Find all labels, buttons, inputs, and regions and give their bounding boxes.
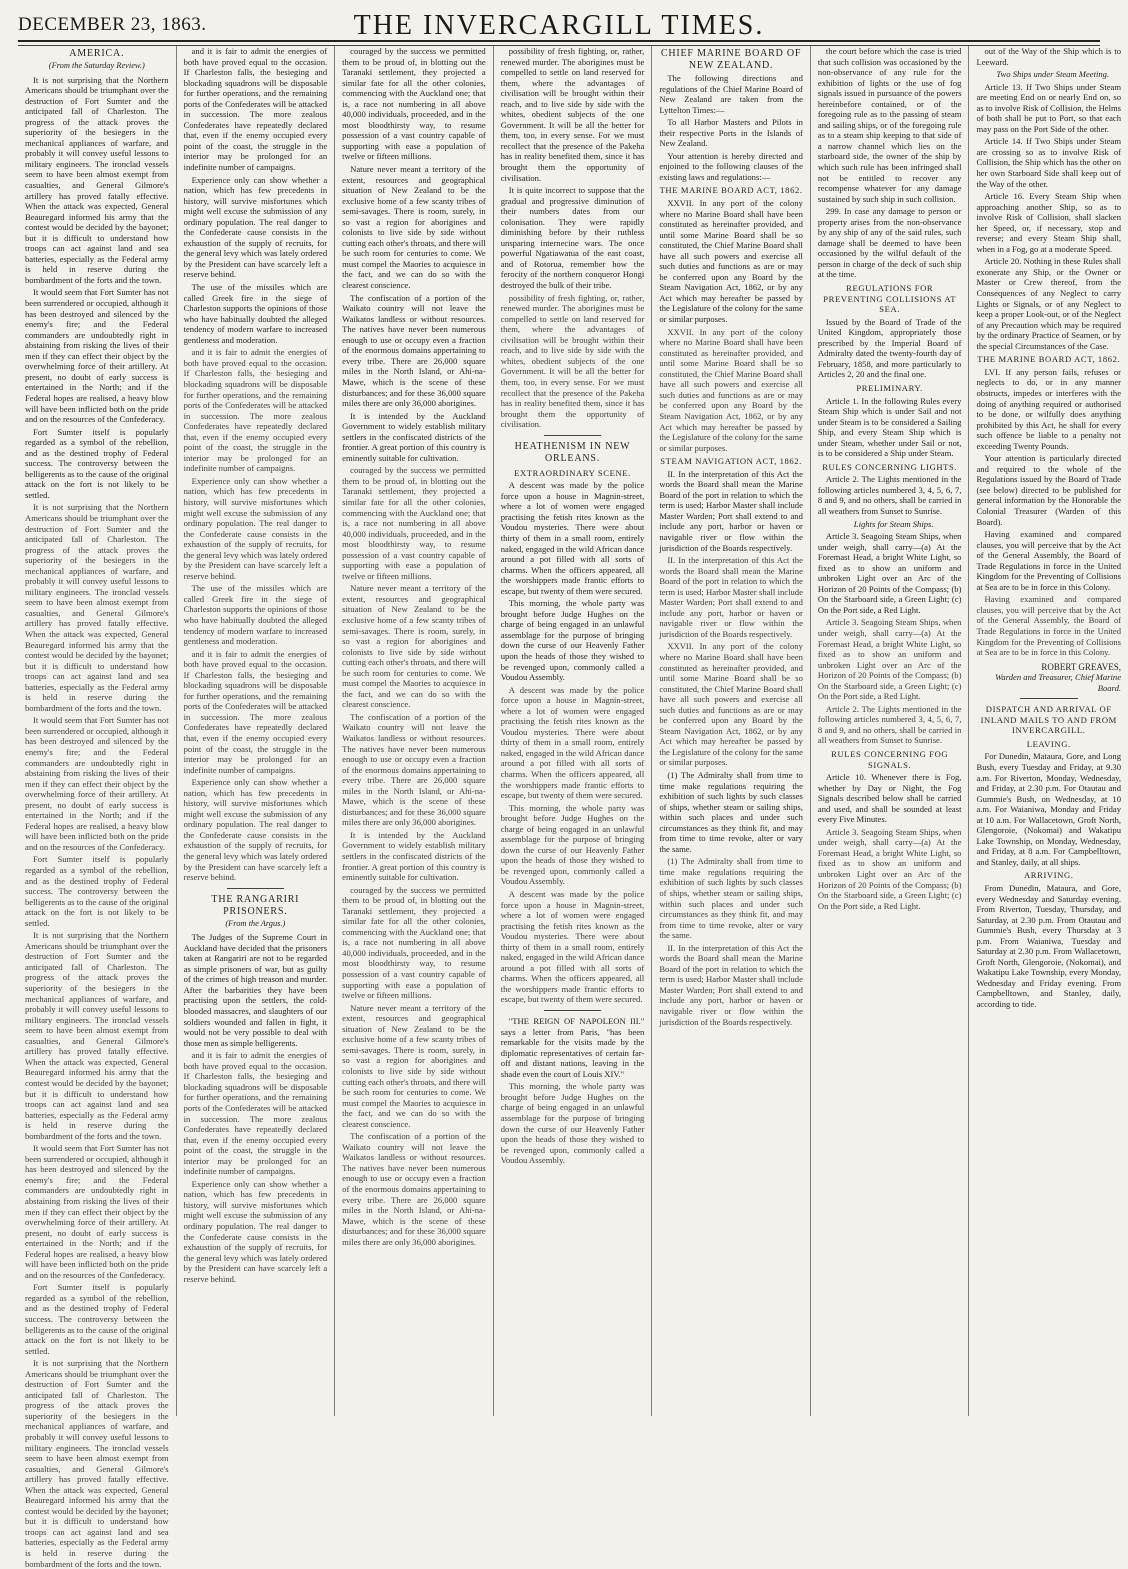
paragraph-repeat: XXVII. In any port of the colony where no Marine Board shall have been constituted as hereinafter provided, and until some Marine Board shall be so constituted, the Chief Marine Board shall have all such powers and exercise all such duties and functions as are or may be conferred upon any Board by the Steam Navigation Act, 1862, or by any Act which may hereafter be passed by the Legislature of the colony for the same or similar purposes. — [659, 641, 803, 768]
paragraph: (1) The Admiralty shall from time to time make regulations requiring the exhibition of such lights by such classes of ships, whether steam or sailing ships, within such places and under such circumstances as they think fit, and may from time to time revoke, alter or vary the same. — [659, 770, 803, 854]
newspaper-title: THE INVERCARGILL TIMES. — [353, 10, 765, 41]
paragraph: Article 2. The Lights mentioned in the following articles numbered 3, 4, 5, 6, 7, 8 and 9, and no others, shall be carried in all weathers from Sunset to Sunrise. — [817, 474, 962, 516]
paragraph-repeat: Experience only can show whether a nation, which has few precedents in history, will survive misfortunes which might well excuse the submission of any ordinary population. The real danger to the Confederate cause consists in the exhaustion of the supply of recruits, for the general levy which was lately ordered by the President can have scarcely left a reserve behind. — [183, 777, 328, 883]
paragraph: LVI. If any person fails, refuses or neglects to do, or in any manner obstructs, impedes or interferes with the doing of anything required or authorised to be done, or wilfully does anything prohibited by this Act, he shall for every such offence be liable to a penalty not exceeding Twenty Pounds. — [976, 366, 1122, 451]
paragraph-repeat: Nature never meant a territory of the extent, resources and geographical situation of New Zealand to be the exclusive home of a few scanty tribes of semi-savages. There is room, surely, in so vast a region for aborigines and colonists to live side by side without cutting each other's throats, and there will be such room for centuries to come. We must compel the Maories to acquiesce in the fact, and we can do so with the clearest conscience. — [342, 583, 486, 710]
paragraph: From Dunedin, Mataura, and Gore, every Wednesday and Saturday evening. From Riverton, Tuesday, Thursday, and Saturday, at 2.30 p.m. From Otautau and Gummie's Bush, every Thursday at 3 p.m. From Waianiwa, Tuesday and Saturday at 2.30 p.m. From Wallacetown, Groft North, Glengoroie, (Nokomai), and Wakatipu Lake Township, every Monday, Wednesday and Friday evening. From Campbelltown, and Stanley, daily, according to tide. — [976, 883, 1122, 1010]
paragraph-repeat: XXVII. In any port of the colony where no Marine Board shall have been constituted as hereinafter provided, and until some Marine Board shall be so constituted, the Chief Marine Board shall have all such powers and exercise all such duties and functions as are or may be conferred upon any Board by the Steam Navigation Act, 1862, or by any Act which may hereafter be passed by the Legislature of the colony for the same or similar purposes. — [659, 326, 803, 453]
paragraph-repeat: It would seem that Fort Sumter has not been surrendered or occupied, although it has been destroyed and silenced by the enemy's fire; and the Federal commanders are undoubtedly right in abstaining from risking the lives of their men if they can effect their object by the overwhelming force of their artillery. At present, no doubt of early success is entertained in the North; and if the Federal hopes are realised, a heavy blow will have been inflicted both on the pride and on the resources of the Confederacy. — [25, 1143, 169, 1280]
masthead — [18, 6, 1100, 42]
article-heading-heathenism: HEATHENISM IN NEW ORLEANS. — [514, 440, 631, 464]
paragraph: Your attention is particularly directed and required to the whole of the Regulations issued by the Board of Trade (see below) directed to be published for general information by the Honorable the Colonial Treasurer (Warden of this Board). — [976, 453, 1122, 527]
signature-role: Warden and Treasurer, Chief Marine Board. — [995, 672, 1122, 693]
paragraph-repeat: Having examined and compared clauses, you will perceive that by the Act of the General Assembly, the Board of Trade Regulations in force in the United Kingdom for the Preventing of Collisions at Sea are to be in force in this Colony. — [976, 594, 1122, 658]
paragraph: Article 20. Nothing in these Rules shall exonerate any Ship, or the Owner or Master or Crew thereof, from the Consequences of any Neglect to carry Lights or Signals, or of any Neglect to keep a proper Look-out, or of the Neglect of any Precaution which may be required by the ordinary Practice of Seamen, or by the special Circumstances of the Case. — [976, 256, 1122, 351]
paragraph: It is quite incorrect to suppose that the gradual and progressive diminution of their numbers dates from our colonisation. They were rapidly diminishing before by their ruthless unsparing internecine wars. The once powerful Ngatiawatua of the east coast, and of Rotorua, remember how the ferocity of the northern conqueror Hongi destroyed the bulk of their tribe. — [500, 185, 645, 291]
act-heading: THE MARINE BOARD ACT, 1862. — [659, 185, 803, 196]
paragraph-repeat: II. In the interpretation of this Act the words the Board shall mean the Marine Board of the port in relation to which the term is used; Harbor Master shall include Master Warden; Port shall extend to and include any port, harbor or haven or navigable river or flow within the jurisdiction of the Boards respectively. — [659, 942, 803, 1027]
paragraph: For Dunedin, Mataura, Gore, and Long Bush, every Tuesday and Friday, at 9.30 a.m. For Riverton, Monday, Wednesday, and Friday, at 2.30 p.m. For Otautau and Gummie's Bush, on Wednesday, at 10 a.m. For Waianiwa, Monday and Friday at 10 a.m. For Wallacetown, Groft North, Glengoroie, (Nokomai) and Wakatipu Lake Township, on Monday, Wednesday, and Friday, at 8 a.m. For Campbelltown, and Stanley, daily, at all ships. — [976, 751, 1122, 867]
act-heading: STEAM NAVIGATION ACT, 1862. — [660, 456, 802, 467]
paragraph: Article 14. If Two Ships under Steam are crossing so as to involve Risk of Collision, the Ship which has the other on her own Starboard Side shall keep out of the Way of the other. — [976, 136, 1122, 189]
paragraph: Article 10. Whenever there is Fog, whether by Day or Night, the Fog Signals described below shall be carried and used, and shall be sounded at least every Five Minutes. — [817, 772, 962, 825]
paragraph: Fort Sumter itself is popularly regarded as a symbol of the rebellion, and as the destined trophy of Federal success. The controversy between the belligerents as to the cause of the original attack on the fort is not likely to be settled. — [25, 426, 169, 500]
paragraph: It is intended by the Auckland Government to widely establish military settlers in the confiscated districts of the frontier. A great portion of this country is eminently suitable for cultivation. — [342, 410, 486, 463]
paragraph: Your attention is hereby directed and enjoined to the following clauses of the existing laws and regulations:— — [659, 150, 803, 182]
paragraph: To all Harbor Masters and Pilots in their respective Ports in the Islands of New Zealand. — [659, 117, 803, 149]
paragraph: Having examined and compared clauses, you will perceive that by the Act of the General Assembly, the Board of Trade Regulations in force in the United Kingdom for the Preventing of Collisions at Sea are to be in force in this Colony. — [976, 529, 1122, 592]
section-divider — [544, 1010, 601, 1011]
paragraph-repeat: Experience only can show whether a nation, which has few precedents in history, will survive misfortunes which might well excuse the submission of any ordinary population. The real danger to the Confederate cause consists in the exhaustion of the supply of recruits, for the general levy which was lately ordered by the President can have scarcely left a reserve behind. — [183, 475, 328, 581]
paragraph-repeat: Article 3. Seagoing Steam Ships, when under weigh, shall carry—(a) At the Foremast Head, a bright White Light, so fixed as to show an uniform and unbroken Light over an Arc of the Horizon of 20 Points of the Compass; (b) On the Starboard side, a Green Light; (c) On the Port side, a Red Light. — [817, 617, 962, 702]
paragraph: The use of the missiles which are called Greek fire in the siege of Charleston supports the opinions of those who have habitually doubted the alleged tendency of modern warfare to increased gentleness and moderation. — [183, 282, 328, 345]
paragraph-repeat: This morning, the whole party was brought before Judge Hughes on the charge of being engaged in an unlawful assemblage for the purpose of bringing down the curse of our Heavenly Father upon the heads of those they wished to be revenged upon, commonly called a Voudou Assembly. — [500, 802, 645, 887]
column-1 — [18, 46, 177, 1569]
paragraph: The confiscation of a portion of the Waikato country will not leave the Waikatos landless or without resources. The natives have never been numerous enough to use or occupy even a fraction of the enormous domains appertaining to every tribe. There are 26,000 square miles in the North Island, or Ahi-na-Mawe, which is the scene of these disturbances; and for these 36,000 square miles there are only 36,000 aborigines. — [342, 292, 486, 409]
paragraph-repeat: II. In the interpretation of this Act the words the Board shall mean the Marine Board of the port in relation to which the term is used; Harbor Master shall include Master Warden; Port shall extend to and include any port, harbor or haven or navigable river or flow within the jurisdiction of the Boards respectively. — [659, 555, 803, 639]
paragraph: Experience only can show whether a nation, which has few precedents in history, will survive misfortunes which might well excuse the submission of any ordinary population. The real danger to the Confederate cause consists in the exhaustion of the supply of recruits, for the general levy which was lately ordered by the President can have scarcely left a reserve behind. — [183, 174, 328, 280]
paragraph: Article 16. Every Steam Ship when approaching another Ship, so as to involve Risk of Collision, shall slacken her Speed, or, if necessary, stop and reverse; and every Steam Ship shall, when in a Fog, go at a moderate Speed. — [976, 191, 1122, 254]
paragraph-repeat: Experience only can show whether a nation, which has few precedents in history, will survive misfortunes which might well excuse the submission of any ordinary population. The real danger to the Confederate cause consists in the exhaustion of the supply of recruits, for the general levy which was lately ordered by the President can have scarcely left a reserve behind. — [183, 1178, 328, 1284]
paragraph: possibility of fresh fighting, or, rather, renewed murder. The aborigines must be compelled to settle on land reserved for them, where the advantages of civilisation will be brought within their reach, and to live side by side with the whites, obedient subjects of the one Government. It will be all the better for them, too, in every sense. For we must recollect that the presence of the Pakeha has in reality benefited them, since it has brought them the opportunity of civilisation. — [500, 46, 645, 183]
column-2 — [177, 46, 336, 1416]
section-subheading: Lights for Steam Ships. — [853, 518, 934, 529]
paragraph-repeat: The use of the missiles which are called Greek fire in the siege of Charleston supports the opinions of those who have habitually doubted the alleged tendency of modern warfare to increased gentleness and moderation. — [183, 583, 328, 647]
paragraph-repeat: (1) The Admiralty shall from time to time make regulations requiring the exhibition of such lights by such classes of ships, whether steam or sailing ships, within such places and under such circumstances as they think fit, and may from time to time revoke, alter or vary the same. — [659, 856, 803, 941]
paragraph-repeat: and it is fair to admit the energies of both have proved equal to the occasion. If Charleston falls, the besieging and blockading squadrons will be disposable for further operations, and the remaining ports of the Confederates will be attacked in succession. The more zealous Confederates have repeatedly declared that, even if the enemy occupied every point of the coast, the struggle in the interior may be prolonged for an indefinite number of campaigns. — [183, 648, 328, 775]
paragraph: and it is fair to admit the energies of both have proved equal to the occasion. If Charleston falls, the besieging and blockading squadrons will be disposable for further operations, and the remaining ports of the Confederates will be attacked in succession. The more zealous Confederates have repeatedly declared that, even if the enemy occupied every point of the coast, the struggle in the interior may be prolonged for an indefinite number of campaigns. — [183, 46, 328, 173]
article-heading-rangariri: THE RANGARIRI PRISONERS. — [211, 893, 300, 917]
regulations-heading: REGULATIONS FOR PREVENTING COLLISIONS AT SEA. — [823, 283, 957, 315]
paragraph-repeat: It is not surprising that the Northern Americans should be triumphant over the destruction of Fort Sumter and the anticipated fall of Charleston. The progress of the attack proves the superiority of the besiegers in the mechanical appliances of warfare, and probably it will convey useful lessons to military engineers. The ironclad vessels seem to have been almost exempt from casualties, and General Gilmore's artillery has proved fatally effective. When the attack was expected, General Beauregard informed his army that the contest would be decided by the bayonet; but it is difficult to understand how troops can act against land and sea batteries, especially as the Federal army is held in reserve during the bombardment of the forts and the town. — [25, 1358, 169, 1569]
paragraph-repeat: A descent was made by the police force upon a house in Magnin-street, where a lot of women were engaged practising the fetish rites known as the Voudou mysteries. There were about thirty of them in a small room, entirely naked, engaged in the wild African dance around a pot filled with all sorts of charms. When the officers appeared, all the worshippers made frantic efforts to escape, but twenty of them were secured. — [500, 684, 645, 801]
column-4 — [494, 46, 653, 1416]
issue-date: DECEMBER 23, 1863. — [18, 14, 207, 35]
article-heading-america: AMERICA. — [69, 48, 125, 59]
paragraph: A descent was made by the police force upon a house in Magnin-street, where a lot of women were engaged practising the fetish rites known as the Voudou mysteries. There were about thirty of them in a small room, entirely naked, engaged in the wild African dance around a pot filled with all sorts of charms. When the officers appeared, all the worshippers made frantic efforts to escape, but twenty of them were secured. — [500, 480, 645, 596]
paragraph-repeat: It would seem that Fort Sumter has not been surrendered or occupied, although it has been destroyed and silenced by the enemy's fire; and the Federal commanders are undoubtedly right in abstaining from risking the lives of their men if they can effect their object by the overwhelming force of their artillery. At present, no doubt of early success is entertained in the North; and if the Federal hopes are realised, a heavy blow will have been inflicted both on the pride and on the resources of the Confederacy. — [25, 715, 169, 852]
article-source: (From the Argus.) — [225, 918, 286, 928]
paragraph: It is not surprising that the Northern Americans should be triumphant over the destruction of Fort Sumter and the anticipated fall of Charleston. The progress of the attack proves the superiority of the besiegers in the mechanical appliances of warfare, and probably it will convey useful lessons to military engineers. The ironclad vessels seem to have been almost exempt from casualties, and General Gilmore's artillery has proved fatally effective. When the attack was expected, General Beauregard informed his army that the contest would be decided by the bayonet; but it is difficult to understand how troops can act against land and sea batteries, especially as the Federal army is held in reserve during the bombardment of the forts and the town. — [25, 74, 169, 285]
paragraph: couraged by the success we permitted them to be proud of, in blotting out the Taranaki settlement, they projected a similar fate for all the other colonies, commencing with the Auckland one; that is, a race not numbering in all above 40,000 individuals, proceeded, and in the most bloodthirsty way, to resume possession of a vast country capable of supporting with ease a population of twelve or fifteen millions. — [342, 46, 486, 162]
paragraph: out of the Way of the Ship which is to Leeward. — [976, 46, 1122, 67]
paragraph-repeat: It is not surprising that the Northern Americans should be triumphant over the destruction of Fort Sumter and the anticipated fall of Charleston. The progress of the attack proves the superiority of the besiegers in the mechanical appliances of warfare, and probably it will convey useful lessons to military engineers. The ironclad vessels seem to have been almost exempt from casualties, and General Gilmore's artillery has proved fatally effective. When the attack was expected, General Beauregard informed his army that the contest would be decided by the bayonet; but it is difficult to understand how troops can act against land and sea batteries, especially as the Federal army is held in reserve during the bombardment of the forts and the town. — [25, 930, 169, 1141]
paragraph-repeat: Fort Sumter itself is popularly regarded as a symbol of the rebellion, and as the destined trophy of Federal success. The controversy between the belligerents as to the cause of the original attack on the fort is not likely to be settled. — [25, 1282, 169, 1356]
column-5 — [652, 46, 811, 1416]
article-heading-marine-board: CHIEF MARINE BOARD OF NEW ZEALAND. — [660, 48, 802, 71]
paragraph: "THE REIGN OF NAPOLEON III." says a letter from Paris, "has been remarkable for the visits made by the diplomatic representatives of certain far-off and distant nations, leaving in the shade even the court of Louis XIV." — [500, 1016, 645, 1079]
paragraph-repeat: Nature never meant a territory of the extent, resources and geographical situation of New Zealand to be the exclusive home of a few scanty tribes of semi-savages. There is room, surely, in so vast a region for aborigines and colonists to live side by side without cutting each other's throats, and there will be such room for centuries to come. We must compel the Maories to acquiesce in the fact, and we can do so with the clearest conscience. — [342, 1002, 486, 1129]
paragraph: 299. In case any damage to person or property arises from the non-observance by any ship of any of the said rules, such damage shall be deemed to have been occasioned by the wilful default of the person in charge of the deck of such ship at the time. — [817, 206, 962, 280]
paragraph-repeat: It is not surprising that the Northern Americans should be triumphant over the destruction of Fort Sumter and the anticipated fall of Charleston. The progress of the attack proves the superiority of the besiegers in the mechanical appliances of warfare, and probably it will convey useful lessons to military engineers. The ironclad vessels seem to have been almost exempt from casualties, and General Gilmore's artillery has proved fatally effective. When the attack was expected, General Beauregard informed his army that the contest would be decided by the bayonet; but it is difficult to understand how troops can act against land and sea batteries, especially as the Federal army is held in reserve during the bombardment of the forts and the town. — [25, 502, 169, 713]
paragraph: The following directions and regulations of the Chief Marine Board of New Zealand are taken from the Lyttelton Times:— — [659, 73, 803, 115]
paragraph-repeat: couraged by the success we permitted them to be proud of, in blotting out the Taranaki settlement, they projected a similar fate for all the other colonies, commencing with the Auckland one; that is, a race not numbering in all above 40,000 individuals, proceeded, and in the most bloodthirsty way, to resume possession of a vast country capable of supporting with ease a population of twelve or fifteen millions. — [342, 884, 486, 1001]
paragraph: the court before which the case is tried that such collision was occasioned by the non-observance of any rule for the exhibition of lights or the use of fog signals issued in pursuance of the powers hereinbefore contained, or of the foregoing rule as to the passing of steam and sailing ships, or of the foregoing rule as to a steam ship keeping to that side of a narrow channel which lies on the starboard side, the owner of the ship by which such rule has been infringed shall not be entitled to recover any recompense whatever for any damage sustained by such ship in such collision. — [817, 46, 962, 204]
act-heading: THE MARINE BOARD ACT, 1862. — [977, 354, 1121, 365]
section-heading: RULES CONCERNING LIGHTS. — [822, 461, 958, 472]
paragraph-repeat: A descent was made by the police force upon a house in Magnin-street, where a lot of women were engaged practising the fetish rites known as the Voudou mysteries. There were about thirty of them in a small room, entirely naked, engaged in the wild African dance around a pot filled with all sorts of charms. When the officers appeared, all the worshippers made frantic efforts to escape, but twenty of them were secured. — [500, 889, 645, 1005]
article-subheading: EXTRAORDINARY SCENE. — [514, 467, 631, 478]
paragraph: Issued by the Board of Trade of the United Kingdom, appropriately those prescribed by the Imperial Board of Admiralty dated the twenty-fourth day of February, 1858, and more particularly to Articles 2, 20 and the final one. — [817, 316, 962, 380]
section-divider — [1020, 698, 1078, 699]
section-heading: RULES CONCERNING FOG SIGNALS. — [831, 749, 949, 770]
paragraph: Article 1. In the following Rules every Steam Ship which is under Sail and not under Steam is to be considered a Sailing Ship, and every Steam Ship which is under Steam, whether under Sail or not, is to be considered a Ship under Steam. — [817, 395, 962, 459]
article-columns — [18, 46, 1128, 1569]
paragraph: The Judges of the Supreme Court in Auckland have decided that the prisoners taken at Rangariri are not to be regarded as simple prisoners of war, but as guilty of the crimes of high treason and murder. After the barbarities they have been practising upon the settlers, the cold-blooded massacres, and slaughters of our soldiers wounded and fallen in fight, it would not be very possible to deal with those men as simple belligerents. — [183, 932, 328, 1048]
paragraph-repeat: The confiscation of a portion of the Waikato country will not leave the Waikatos landless or without resources. The natives have never been numerous enough to use or occupy even a fraction of the enormous domains appertaining to every tribe. There are 26,000 square miles in the North Island, or Ahi-na-Mawe, which is the scene of these disturbances; and for these 36,000 square miles there are only 36,000 aborigines. — [342, 1131, 486, 1247]
paragraph-repeat: Article 2. The Lights mentioned in the following articles numbered 3, 4, 5, 6, 7, 8 and 9, and no others, shall be carried in all weathers from Sunset to Sunrise. — [817, 703, 962, 746]
paragraph-repeat: and it is fair to admit the energies of both have proved equal to the occasion. If Charleston falls, the besieging and blockading squadrons will be disposable for further operations, and the remaining ports of the Confederates will be attacked in succession. The more zealous Confederates have repeatedly declared that, even if the enemy occupied every point of the coast, the struggle in the interior may be prolonged for an indefinite number of campaigns. — [183, 1050, 328, 1177]
paragraph: Article 13. If Two Ships under Steam are meeting End on or nearly End on, so as to involve Risk of Collision, the Helms of both shall be put to Port, so that each may pass on the Port Side of the other. — [976, 81, 1122, 134]
paragraph-repeat: Fort Sumter itself is popularly regarded as a symbol of the rebellion, and as the destined trophy of Federal success. The controversy between the belligerents as to the cause of the original attack on the fort is not likely to be settled. — [25, 854, 169, 928]
paragraph: XXVII. In any port of the colony where no Marine Board shall have been constituted as hereinafter provided, and until some Marine Board shall be so constituted, the Chief Marine Board shall have all such powers and exercise all such duties and functions as are or may be conferred upon any Board by the Steam Navigation Act, 1862, or by any Act which may hereafter be passed by the Legislature of the colony for the same or similar purposes. — [659, 198, 803, 325]
paragraph: Nature never meant a territory of the extent, resources and geographical situation of New Zealand to be the exclusive home of a few scanty tribes of semi-savages. There is room, surely, in so vast a region for aborigines and colonists to live side by side without cutting each other's throats, and there will be such room for centuries to come. We must compel the Maories to acquiesce in the fact, and we can do so with the clearest conscience. — [342, 164, 486, 291]
paragraph-repeat: possibility of fresh fighting, or, rather, renewed murder. The aborigines must be compelled to settle on land reserved for them, where the advantages of civilisation will be brought within their reach, and to live side by side with the whites, obedient subjects of the one Government. It will be all the better for them, too, in every sense. For we must recollect that the presence of the Pakeha has in reality benefited them, since it has brought them the opportunity of civilisation. — [500, 292, 645, 430]
article-source: (From the Saturday Review.) — [48, 61, 145, 70]
mails-heading: DISPATCH AND ARRIVAL OF INLAND MAILS TO AND FROM INVERCARGILL. — [980, 704, 1117, 736]
signature-name: ROBERT GREAVES, — [1041, 661, 1122, 672]
paragraph-repeat: This morning, the whole party was brought before Judge Hughes on the charge of being engaged in an unlawful assemblage for the purpose of bringing down the curse of our Heavenly Father upon the heads of those they wished to be revenged upon, commonly called a Voudou Assembly. — [500, 1081, 645, 1166]
paragraph-repeat: couraged by the success we permitted them to be proud of, in blotting out the Taranaki settlement, they projected a similar fate for all the other colonies, commencing with the Auckland one; that is, a race not numbering in all above 40,000 individuals, proceeded, and in the most bloodthirsty way, to resume possession of a vast country capable of supporting with ease a population of twelve or fifteen millions. — [342, 465, 486, 581]
leaving-heading: LEAVING. — [1026, 738, 1071, 749]
section-divider — [227, 888, 284, 889]
paragraph-repeat: and it is fair to admit the energies of both have proved equal to the occasion. If Charleston falls, the besieging and blockading squadrons will be disposable for further operations, and the remaining ports of the Confederates will be attacked in succession. The more zealous Confederates have repeatedly declared that, even if the enemy occupied every point of the coast, the struggle in the interior may be prolonged for an indefinite number of campaigns. — [183, 347, 328, 474]
section-heading: PRELIMINARY. — [856, 382, 923, 393]
column-3 — [335, 46, 494, 1416]
column-7 — [969, 46, 1128, 1416]
arriving-heading: ARRIVING. — [1023, 870, 1074, 881]
section-subheading: Two Ships under Steam Meeting. — [996, 69, 1110, 80]
paragraph-repeat: The confiscation of a portion of the Waikato country will not leave the Waikatos landless or without resources. The natives have never been numerous enough to use or occupy even a fraction of the enormous domains appertaining to every tribe. There are 26,000 square miles in the North Island, or Ahi-na-Mawe, which is the scene of these disturbances; and for these 36,000 square miles there are only 36,000 aborigines. — [342, 711, 486, 828]
paragraph: Article 3. Seagoing Steam Ships, when under weigh, shall carry—(a) At the Foremast Head, a bright White Light, so fixed as to show an uniform and unbroken Light over an Arc of the Horizon of 20 Points of the Compass; (b) On the Starboard side, a Green Light; (c) On the Port side, a Red Light. — [817, 531, 962, 615]
section-divider — [544, 435, 601, 436]
column-6 — [811, 46, 970, 1416]
paragraph: It would seem that Fort Sumter has not been surrendered or occupied, although it has been destroyed and silenced by the enemy's fire; and the Federal commanders are undoubtedly right in abstaining from risking the lives of their men if they can effect their object by the overwhelming force of their artillery. At present, no doubt of early success is entertained in the North; and if the Federal hopes are realised, a heavy blow will have been inflicted both on the pride and on the resources of the Confederacy. — [25, 287, 169, 425]
paragraph: This morning, the whole party was brought before Judge Hughes on the charge of being engaged in an unlawful assemblage for the purpose of bringing down the curse of our Heavenly Father upon the heads of those they wished to be revenged upon, commonly called a Voudou Assembly. — [500, 598, 645, 683]
paragraph-repeat: It is intended by the Auckland Government to widely establish military settlers in the confiscated districts of the frontier. A great portion of this country is eminently suitable for cultivation. — [342, 829, 486, 883]
paragraph-repeat: Article 3. Seagoing Steam Ships, when under weigh, shall carry—(a) At the Foremast Head, a bright White Light, so fixed as to show an uniform and unbroken Light over an Arc of the Horizon of 20 Points of the Compass; (b) On the Starboard side, a Green Light; (c) On the Port side, a Red Light. — [817, 826, 962, 911]
paragraph: II. In the interpretation of this Act the words the Board shall mean the Marine Board of the port in relation to which the term is used; Harbor Master shall include Master Warden; Port shall extend to and include any port, harbor or haven or navigable river or flow within the jurisdiction of the Boards respectively. — [659, 468, 803, 553]
